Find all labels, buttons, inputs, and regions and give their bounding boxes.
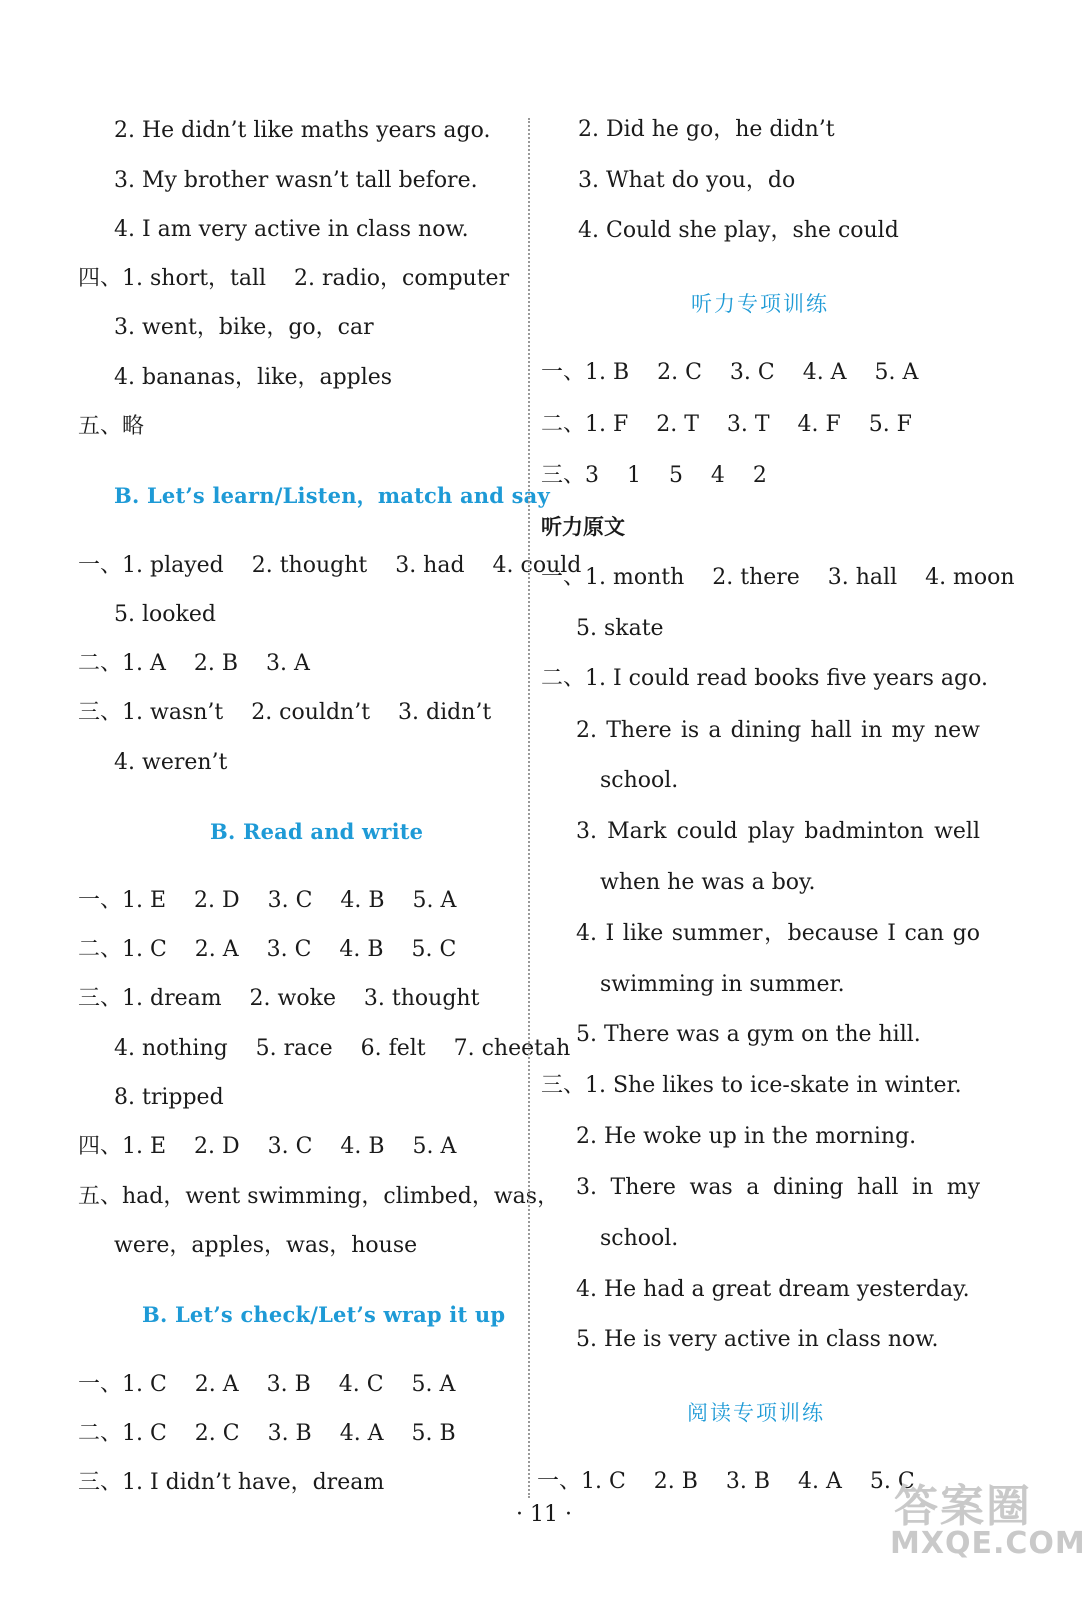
section-heading: B. Read and write (210, 819, 424, 844)
answer-line: 四、1. short，tall 2. radio，computer (78, 266, 510, 291)
answer-line: 五、had，went swimming，climbed，was， (78, 1184, 560, 1209)
answer-line: when he was a boy. (600, 870, 816, 895)
answer-line: 三、1. wasn’t 2. couldn’t 3. didn’t (78, 700, 492, 725)
answer-line: 3. went，bike，go，car (114, 315, 374, 340)
answer-line: 三、1. She likes to ice-skate in winter. (541, 1073, 962, 1098)
answer-line: 一、1. E 2. D 3. C 4. B 5. A (78, 888, 457, 913)
answer-line: 一、1. played 2. thought 3. had 4. could (78, 553, 582, 578)
answer-line: 4. I like summer，because I can go (576, 921, 980, 946)
answer-line: 一、1. C 2. B 3. B 4. A 5. C (537, 1469, 915, 1494)
answer-line: 二、1. C 2. C 3. B 4. A 5. B (78, 1421, 456, 1446)
answer-line: 4. nothing 5. race 6. felt 7. cheetah (114, 1036, 571, 1061)
answer-line: 2. There is a dining hall in my new (576, 718, 980, 743)
section-heading: B. Let’s check/Let’s wrap it up (142, 1302, 506, 1327)
answer-line: 4. bananas，like，apples (114, 365, 393, 390)
answer-line: 二、1. F 2. T 3. T 4. F 5. F (541, 412, 912, 437)
answer-line: 二、1. A 2. B 3. A (78, 651, 310, 676)
answer-line: 4. He had a great dream yesterday. (576, 1277, 970, 1302)
answer-line: were，apples，was，house (114, 1233, 418, 1258)
section-heading: 阅读专项训练 (687, 1401, 825, 1425)
answer-line: 一、1. B 2. C 3. C 4. A 5. A (541, 360, 919, 385)
section-heading: 听力专项训练 (691, 292, 829, 316)
answer-line: 四、1. E 2. D 3. C 4. B 5. A (78, 1134, 457, 1159)
answer-line: 4. Could she play，she could (578, 218, 899, 243)
answer-line: 5. He is very active in class now. (576, 1327, 939, 1352)
answer-line: 2. He woke up in the morning. (576, 1124, 917, 1149)
answer-line: 一、1. month 2. there 3. hall 4. moon (541, 565, 1015, 590)
answer-line: 8. tripped (114, 1085, 224, 1110)
answer-line: 三、1. I didn’t have，dream (78, 1470, 385, 1495)
answer-line: 3. There was a dining hall in my (576, 1175, 980, 1200)
answer-line: 5. There was a gym on the hill. (576, 1022, 921, 1047)
answer-line: 2. He didn’t like maths years ago. (114, 118, 491, 143)
column-divider (528, 118, 530, 1498)
answer-line: 5. looked (114, 602, 216, 627)
subheading: 听力原文 (541, 514, 625, 539)
answer-line: 5. skate (576, 616, 664, 641)
answer-line: 3. What do you，do (578, 168, 796, 193)
answer-line: school. (600, 1226, 679, 1251)
watermark-text-bottom: MXQE.COM (890, 1526, 1086, 1561)
page-number: · 11 · (516, 1502, 572, 1527)
answer-line: 2. Did he go，he didn’t (578, 117, 835, 142)
answer-line: school. (600, 768, 679, 793)
answer-line: 五、略 (78, 414, 145, 439)
answer-line: 三、3 1 5 4 2 (541, 463, 767, 488)
section-heading: B. Let’s learn/Listen，match and say (114, 483, 550, 508)
watermark-logo (890, 1470, 1086, 1570)
answer-line: 4. I am very active in class now. (114, 217, 469, 242)
answer-line: 二、1. I could read books five years ago. (541, 666, 988, 691)
answer-line: swimming in summer. (600, 972, 845, 997)
answer-line: 4. weren’t (114, 750, 228, 775)
answer-line: 一、1. C 2. A 3. B 4. C 5. A (78, 1372, 456, 1397)
answer-line: 3. My brother wasn’t tall before. (114, 168, 478, 193)
watermark-text-top: 答案圈 (894, 1481, 1032, 1532)
answer-line: 二、1. C 2. A 3. C 4. B 5. C (78, 937, 457, 962)
answer-line: 三、1. dream 2. woke 3. thought (78, 986, 480, 1011)
answer-line: 3. Mark could play badminton well (576, 819, 980, 844)
